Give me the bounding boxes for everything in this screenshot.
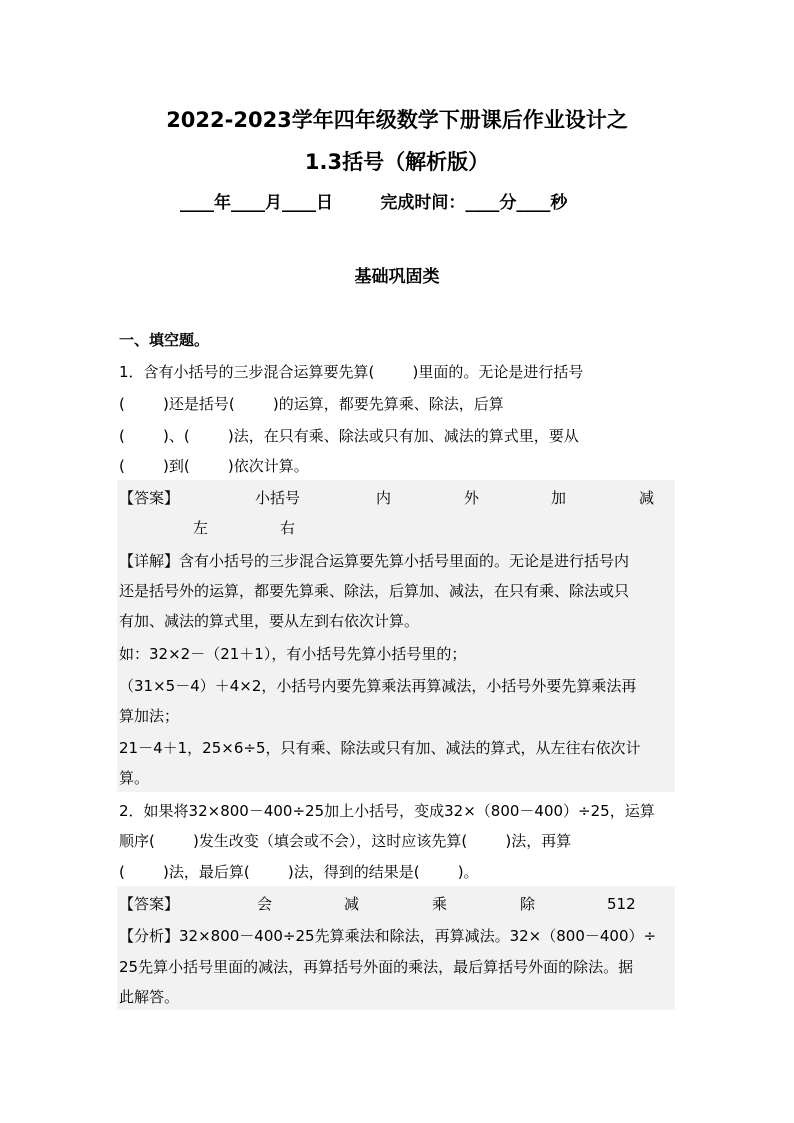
q1-answer-3: 外 [464,489,480,507]
q2-answer-4: 除 [520,895,536,913]
q1-answer-6: 左 [193,519,209,537]
q2-answer-2: 减 [344,895,360,913]
q1-line-3: ( )、( )法，在只有乘、除法或只有加、减法的算式里，要从 [119,427,579,445]
q1-detail-5: （31×5－4）＋4×2，小括号内要先算乘法再算减法，小括号外要先算乘法再 [119,677,637,695]
q1-answer-label: 【答案】 [119,489,180,507]
document-title-line1: 2022-2023学年四年级数学下册课后作业设计之 [166,108,628,132]
section-title: 基础巩固类 [354,267,440,287]
q1-answer-1: 小括号 [255,489,301,507]
q1-answer-2: 内 [376,489,392,507]
q1-detail-3: 有加、减法的算式里，要从左到右依次计算。 [119,612,420,630]
q2-answer-3: 乘 [432,895,448,913]
date-time-line: ____年____月____日 完成时间：____分____秒 [180,193,568,213]
q1-detail-6: 算加法； [119,707,180,725]
q1-detail-1: 【详解】含有小括号的三步混合运算要先算小括号里面的。无论是进行括号内 [119,552,630,570]
q2-answer-1: 会 [257,895,273,913]
q2-line-2: 顺序( )发生改变（填会或不会），这时应该先算( )法，再算 [119,832,572,850]
document-title-line2: 1.3括号（解析版） [304,150,490,174]
q1-line-2: ( )还是括号( )的运算，都要先算乘、除法，后算 [119,395,504,413]
q1-detail-8: 算。 [119,769,150,787]
q1-detail-7: 21－4＋1，25×6÷5，只有乘、除法或只有加、减法的算式，从左往右依次计 [119,739,641,757]
part-heading: 一、填空题。 [119,331,210,349]
q2-analysis-1: 【分析】32×800－400÷25先算乘法和除法，再算减法。32×（800－400）÷ [119,927,657,945]
q1-line-1: 1．含有小括号的三步混合运算要先算( )里面的。无论是进行括号 [119,363,584,381]
q2-answer-label: 【答案】 [119,895,180,913]
q2-answer-block [117,886,675,1010]
q2-line-3: ( )法，最后算( )法，得到的结果是( )。 [119,863,479,881]
q2-analysis-2: 25先算小括号里面的减法，再算括号外面的乘法，最后算括号外面的除法。据 [119,958,634,976]
q2-answer-5: 512 [607,895,636,913]
q1-answer-5: 减 [639,489,655,507]
q1-answer-4: 加 [551,489,567,507]
q2-line-1: 2．如果将32×800－400÷25加上小括号，变成32×（800－400）÷25，运算 [119,802,655,820]
q1-detail-2: 还是括号外的运算，都要先算乘、除法，后算加、减法，在只有乘、除法或只 [119,582,630,600]
q1-answer-7: 右 [280,519,296,537]
q2-analysis-3: 此解答。 [119,988,180,1006]
q1-line-4: ( )到( )依次计算。 [119,457,309,475]
q1-detail-4: 如：32×2－（21＋1），有小括号先算小括号里的； [119,645,467,663]
